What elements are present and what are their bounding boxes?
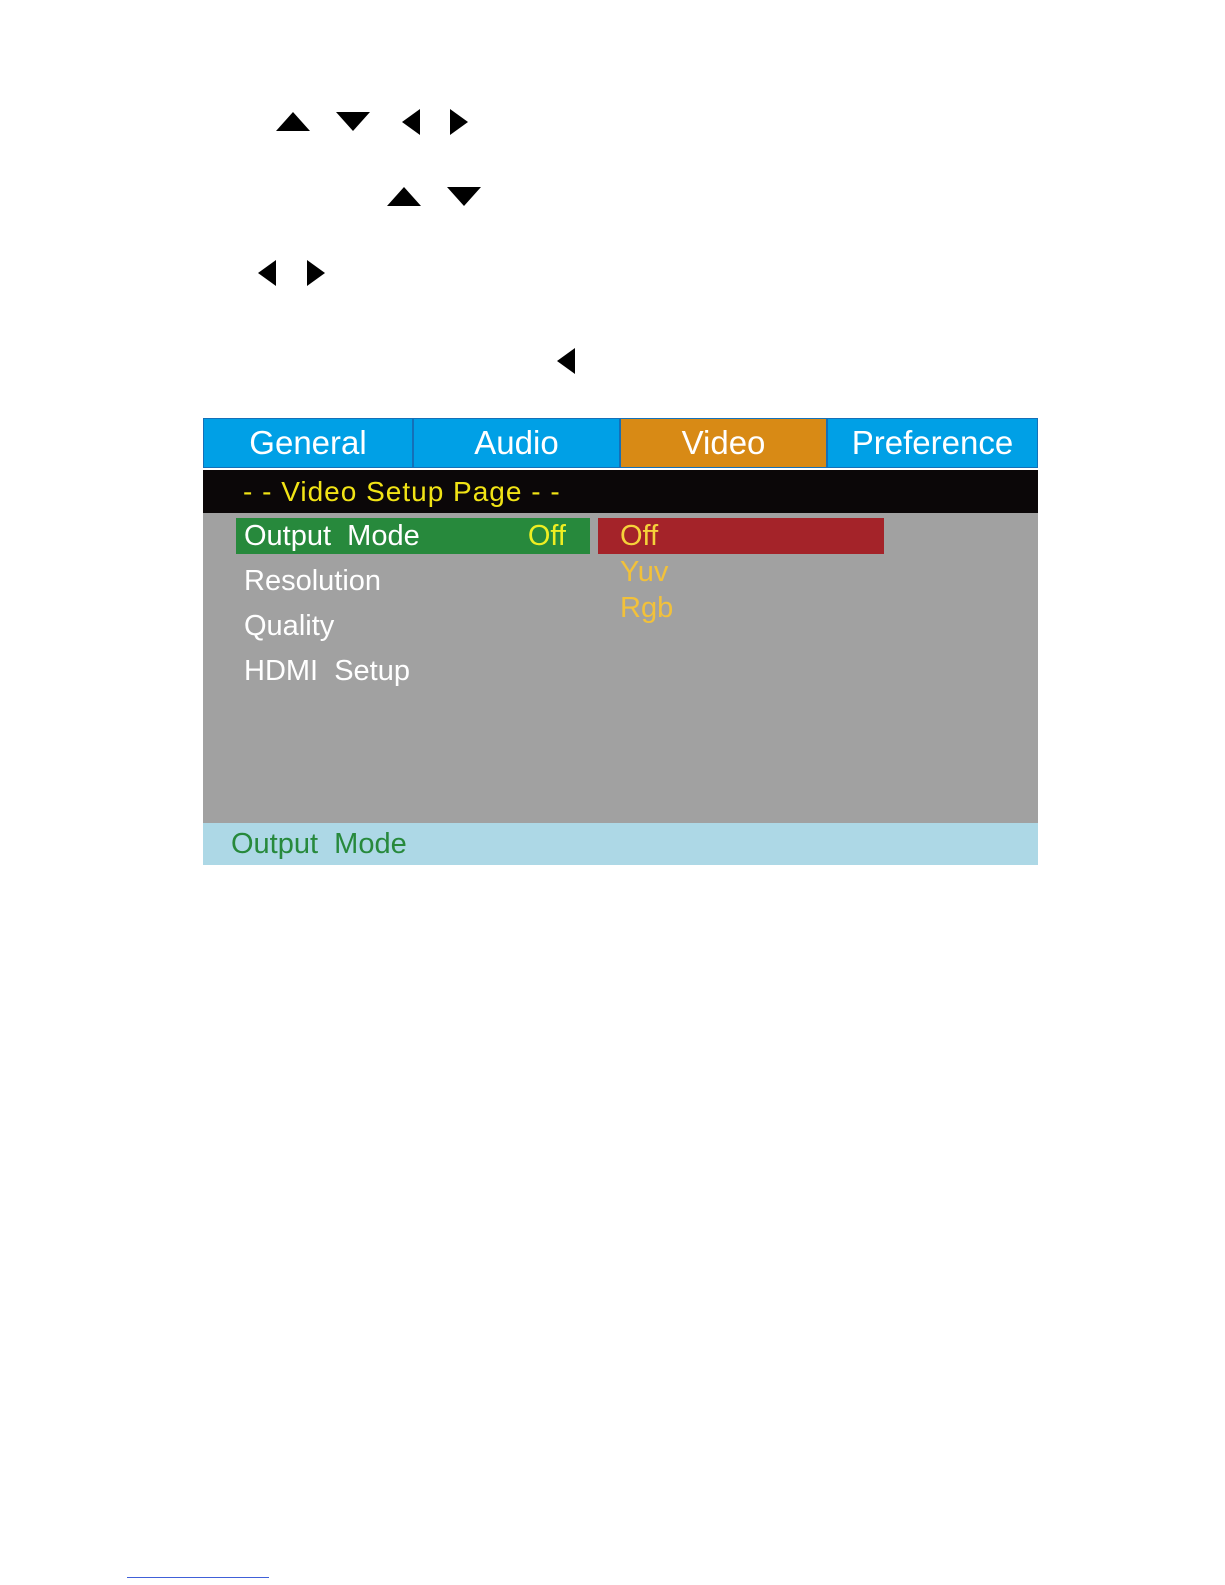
tab-bar <box>203 418 1038 470</box>
menu-item-label: Output Mode <box>244 519 420 552</box>
down-arrow-icon <box>336 112 370 131</box>
menu-item-quality[interactable] <box>236 608 590 644</box>
tab-general[interactable]: General <box>203 418 413 468</box>
menu-item-label: HDMI Setup <box>244 654 410 687</box>
menu-item-value: Off <box>527 519 566 552</box>
status-bar: Output Mode <box>203 823 1038 865</box>
menu-item-label: Quality <box>244 609 335 642</box>
setup-menu-osd <box>203 418 1038 865</box>
menu-item-output-mode[interactable] <box>236 518 590 554</box>
footer-rule <box>127 1577 269 1578</box>
up-arrow-icon <box>387 187 421 206</box>
tab-audio[interactable]: Audio <box>413 418 620 468</box>
left-arrow-icon <box>557 348 575 374</box>
menu-item-label: Resolution <box>244 564 382 597</box>
tab-video[interactable]: Video <box>620 418 827 468</box>
menu-content <box>203 513 1038 823</box>
menu-item-hdmi-setup[interactable] <box>236 653 590 689</box>
down-arrow-icon <box>447 187 481 206</box>
option-yuv[interactable]: Yuv <box>620 555 669 588</box>
left-arrow-icon <box>258 260 276 286</box>
tab-preference[interactable]: Preference <box>827 418 1038 468</box>
right-arrow-icon <box>307 260 325 286</box>
up-arrow-icon <box>276 112 310 131</box>
right-arrow-icon <box>450 109 468 135</box>
option-rgb[interactable]: Rgb <box>620 591 674 624</box>
menu-item-resolution[interactable] <box>236 563 590 599</box>
option-off[interactable]: Off <box>598 518 884 554</box>
left-arrow-icon <box>402 109 420 135</box>
page-title: - - Video Setup Page - - <box>203 470 1038 513</box>
